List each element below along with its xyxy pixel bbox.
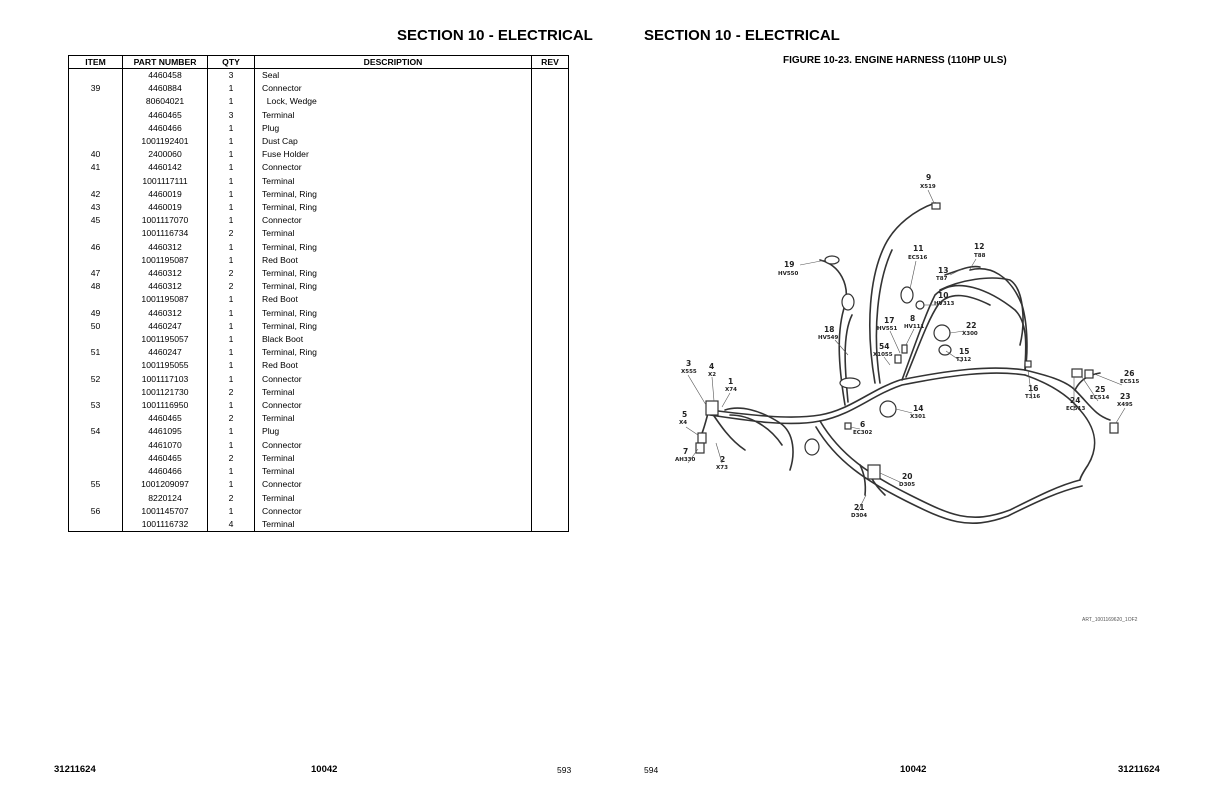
qty-cell: 1 [208, 201, 255, 214]
qty-cell: 2 [208, 227, 255, 240]
table-row [69, 188, 569, 201]
table-row [69, 465, 569, 478]
callout-54-code: X1055 [873, 352, 893, 358]
table-row [69, 161, 569, 174]
description-cell: Red Boot [255, 359, 532, 372]
callout-17-num: 17 [884, 316, 895, 325]
description-cell: Dust Cap [255, 135, 532, 148]
description-cell: Terminal [255, 518, 532, 532]
callout-23-num: 23 [1120, 392, 1131, 401]
header-description: DESCRIPTION [255, 56, 532, 69]
callout-4-code: X2 [708, 372, 717, 378]
qty-cell: 1 [208, 399, 255, 412]
description-cell: Red Boot [255, 254, 532, 267]
item-cell: 43 [69, 201, 123, 214]
callout-9-num: 9 [926, 173, 932, 182]
item-cell: 45 [69, 214, 123, 227]
qty-cell: 1 [208, 425, 255, 438]
description-cell: Terminal, Ring [255, 307, 532, 320]
qty-cell: 1 [208, 333, 255, 346]
rev-cell [532, 214, 569, 227]
qty-cell: 1 [208, 188, 255, 201]
table-row [69, 109, 569, 122]
callout-7-num: 7 [683, 447, 689, 456]
qty-cell: 1 [208, 241, 255, 254]
description-cell: Terminal, Ring [255, 280, 532, 293]
footer-page-number-left: 593 [557, 765, 572, 775]
rev-cell [532, 175, 569, 188]
rev-cell [532, 109, 569, 122]
callout-5-code: X4 [679, 420, 688, 426]
rev-cell [532, 505, 569, 518]
description-cell: Terminal [255, 227, 532, 240]
rev-cell [532, 122, 569, 135]
part-number-cell: 2400060 [123, 148, 208, 161]
table-row [69, 478, 569, 491]
item-cell [69, 386, 123, 399]
parts-table [68, 55, 569, 532]
rev-cell [532, 135, 569, 148]
callout-15-num: 15 [959, 347, 970, 356]
description-cell: Connector [255, 505, 532, 518]
table-row [69, 373, 569, 386]
table-row [69, 241, 569, 254]
item-cell [69, 254, 123, 267]
rev-cell [532, 161, 569, 174]
table-row [69, 307, 569, 320]
table-row [69, 452, 569, 465]
part-number-cell: 8220124 [123, 492, 208, 505]
table-body [69, 69, 569, 532]
footer-code-right: 10042 [900, 764, 927, 775]
item-cell: 51 [69, 346, 123, 359]
callout-3-num: 3 [686, 359, 692, 368]
qty-cell: 1 [208, 175, 255, 188]
item-cell [69, 359, 123, 372]
callout-12-num: 12 [974, 242, 985, 251]
item-cell [69, 412, 123, 425]
rev-cell [532, 386, 569, 399]
description-cell: Connector [255, 399, 532, 412]
callout-1-num: 1 [728, 377, 734, 386]
qty-cell: 1 [208, 439, 255, 452]
callout-20-code: D305 [899, 482, 916, 488]
description-cell: Connector [255, 161, 532, 174]
callout-18-num: 18 [824, 325, 835, 334]
footer-doc-number-left: 31211624 [54, 764, 96, 775]
description-cell: Connector [255, 214, 532, 227]
callout-24-code: EC513 [1066, 406, 1086, 412]
description-cell: Terminal [255, 465, 532, 478]
part-number-cell: 1001192401 [123, 135, 208, 148]
item-cell: 41 [69, 161, 123, 174]
callout-12-code: T88 [974, 253, 986, 259]
callout-2-num: 2 [720, 455, 726, 464]
part-number-cell: 4460142 [123, 161, 208, 174]
qty-cell: 4 [208, 518, 255, 532]
table-row [69, 346, 569, 359]
rev-cell [532, 320, 569, 333]
qty-cell: 2 [208, 412, 255, 425]
callout-15-code: T312 [956, 357, 972, 363]
qty-cell: 3 [208, 69, 255, 83]
qty-cell: 1 [208, 346, 255, 359]
description-cell: Connector [255, 373, 532, 386]
callout-25-code: EC514 [1090, 395, 1110, 401]
part-number-cell: 4460019 [123, 188, 208, 201]
rev-cell [532, 373, 569, 386]
callout-17-code: HV551 [877, 326, 898, 332]
item-cell: 46 [69, 241, 123, 254]
callout-16-num: 16 [1028, 384, 1039, 393]
qty-cell: 1 [208, 465, 255, 478]
qty-cell: 1 [208, 135, 255, 148]
part-number-cell: 4460312 [123, 241, 208, 254]
qty-cell: 1 [208, 478, 255, 491]
callout-18-code: HV549 [818, 335, 839, 341]
table-row [69, 267, 569, 280]
table-row [69, 280, 569, 293]
item-cell: 42 [69, 188, 123, 201]
item-cell: 50 [69, 320, 123, 333]
part-number-cell: 80604021 [123, 95, 208, 108]
qty-cell: 1 [208, 148, 255, 161]
qty-cell: 1 [208, 214, 255, 227]
item-cell: 56 [69, 505, 123, 518]
callout-7-code: AH330 [675, 457, 696, 463]
description-cell: Terminal, Ring [255, 188, 532, 201]
callout-13-code: T87 [936, 276, 948, 282]
rev-cell [532, 518, 569, 532]
description-cell: Lock, Wedge [255, 95, 532, 108]
callout-6-code: EC302 [853, 430, 873, 436]
description-cell: Terminal [255, 492, 532, 505]
rev-cell [532, 478, 569, 491]
rev-cell [532, 69, 569, 83]
footer-page-number-right: 594 [644, 765, 659, 775]
item-cell: 48 [69, 280, 123, 293]
table-row [69, 69, 569, 83]
item-cell [69, 333, 123, 346]
item-cell: 54 [69, 425, 123, 438]
rev-cell [532, 82, 569, 95]
qty-cell: 2 [208, 267, 255, 280]
art-id: ART_1001169620_1OF2 [1082, 617, 1138, 623]
item-cell: 49 [69, 307, 123, 320]
qty-cell: 1 [208, 122, 255, 135]
header-rev: REV [532, 56, 569, 69]
description-cell: Terminal, Ring [255, 267, 532, 280]
table-header-row [69, 56, 569, 69]
table-row [69, 505, 569, 518]
callout-14-code: X301 [910, 414, 926, 420]
callout-21-num: 21 [854, 503, 865, 512]
footer-doc-number-right: 31211624 [1118, 764, 1160, 775]
part-number-cell: 4460019 [123, 201, 208, 214]
callout-13-num: 13 [938, 266, 949, 275]
callout-6-num: 6 [860, 420, 866, 429]
table-row [69, 122, 569, 135]
part-number-cell: 4460312 [123, 280, 208, 293]
table-row [69, 95, 569, 108]
table-row [69, 214, 569, 227]
description-cell: Terminal, Ring [255, 241, 532, 254]
table-row [69, 333, 569, 346]
qty-cell: 2 [208, 386, 255, 399]
part-number-cell: 1001209097 [123, 478, 208, 491]
callout-8-code: HV111 [904, 324, 925, 330]
part-number-cell: 1001145707 [123, 505, 208, 518]
qty-cell: 1 [208, 359, 255, 372]
item-cell [69, 122, 123, 135]
description-cell: Connector [255, 478, 532, 491]
qty-cell: 2 [208, 452, 255, 465]
qty-cell: 1 [208, 95, 255, 108]
callout-5-num: 5 [682, 410, 688, 419]
description-cell: Fuse Holder [255, 148, 532, 161]
callout-2-code: X73 [716, 465, 728, 471]
part-number-cell: 4460247 [123, 346, 208, 359]
description-cell: Plug [255, 425, 532, 438]
rev-cell [532, 333, 569, 346]
callout-16-code: T316 [1025, 394, 1041, 400]
rev-cell [532, 439, 569, 452]
rev-cell [532, 346, 569, 359]
part-number-cell: 4460465 [123, 109, 208, 122]
part-number-cell: 1001116734 [123, 227, 208, 240]
qty-cell: 1 [208, 161, 255, 174]
rev-cell [532, 452, 569, 465]
harness-connectors [696, 203, 1118, 479]
part-number-cell: 4460312 [123, 307, 208, 320]
callout-19-code: HV550 [778, 271, 799, 277]
rev-cell [532, 188, 569, 201]
description-cell: Connector [255, 82, 532, 95]
callout-22-code: X300 [962, 331, 978, 337]
section-title-right: SECTION 10 - ELECTRICAL [644, 27, 840, 44]
table-row [69, 518, 569, 532]
table-row [69, 135, 569, 148]
callout-54-num: 54 [879, 342, 890, 351]
part-number-cell: 1001116732 [123, 518, 208, 532]
rev-cell [532, 293, 569, 306]
qty-cell: 3 [208, 109, 255, 122]
rev-cell [532, 254, 569, 267]
rev-cell [532, 267, 569, 280]
rev-cell [532, 280, 569, 293]
table-row [69, 439, 569, 452]
table-row [69, 399, 569, 412]
part-number-cell: 4460247 [123, 320, 208, 333]
callout-24-num: 24 [1070, 396, 1081, 405]
part-number-cell: 1001195087 [123, 293, 208, 306]
rev-cell [532, 425, 569, 438]
part-number-cell: 4460466 [123, 465, 208, 478]
table-row [69, 386, 569, 399]
part-number-cell: 4461095 [123, 425, 208, 438]
item-cell: 55 [69, 478, 123, 491]
item-cell: 47 [69, 267, 123, 280]
item-cell [69, 95, 123, 108]
callout-1-code: X74 [725, 387, 737, 393]
item-cell [69, 465, 123, 478]
description-cell: Terminal, Ring [255, 320, 532, 333]
item-cell: 52 [69, 373, 123, 386]
table-row [69, 293, 569, 306]
header-item: ITEM [69, 56, 123, 69]
qty-cell: 1 [208, 505, 255, 518]
description-cell: Black Boot [255, 333, 532, 346]
qty-cell: 1 [208, 293, 255, 306]
description-cell: Terminal [255, 109, 532, 122]
qty-cell: 1 [208, 307, 255, 320]
engine-harness-diagram [670, 165, 1150, 545]
callout-20-num: 20 [902, 472, 913, 481]
item-cell [69, 293, 123, 306]
table-row [69, 492, 569, 505]
qty-cell: 2 [208, 492, 255, 505]
callout-26-code: EC515 [1120, 379, 1140, 385]
qty-cell: 2 [208, 280, 255, 293]
description-cell: Terminal [255, 412, 532, 425]
qty-cell: 1 [208, 320, 255, 333]
callout-21-code: D304 [851, 513, 868, 519]
table-row [69, 425, 569, 438]
qty-cell: 1 [208, 82, 255, 95]
qty-cell: 1 [208, 254, 255, 267]
rev-cell [532, 359, 569, 372]
callout-23-code: X495 [1117, 402, 1133, 408]
description-cell: Terminal [255, 175, 532, 188]
rev-cell [532, 465, 569, 478]
table-row [69, 254, 569, 267]
part-number-cell: 1001117103 [123, 373, 208, 386]
callout-8-num: 8 [910, 314, 916, 323]
table-row [69, 320, 569, 333]
item-cell [69, 109, 123, 122]
part-number-cell: 4461070 [123, 439, 208, 452]
part-number-cell: 4460465 [123, 412, 208, 425]
part-number-cell: 4460465 [123, 452, 208, 465]
rev-cell [532, 241, 569, 254]
description-cell: Terminal [255, 386, 532, 399]
header-part-number: PART NUMBER [123, 56, 208, 69]
rev-cell [532, 307, 569, 320]
item-cell [69, 439, 123, 452]
rev-cell [532, 227, 569, 240]
header-qty: QTY [208, 56, 255, 69]
callout-26-num: 26 [1124, 369, 1135, 378]
item-cell [69, 227, 123, 240]
callout-10-num: 10 [938, 291, 949, 300]
section-title-left: SECTION 10 - ELECTRICAL [397, 27, 593, 44]
part-number-cell: 1001121730 [123, 386, 208, 399]
part-number-cell: 1001117070 [123, 214, 208, 227]
table-row [69, 359, 569, 372]
callout-3-code: X555 [681, 369, 697, 375]
description-cell: Terminal, Ring [255, 201, 532, 214]
item-cell: 39 [69, 82, 123, 95]
part-number-cell: 1001195055 [123, 359, 208, 372]
part-number-cell: 1001116950 [123, 399, 208, 412]
rev-cell [532, 492, 569, 505]
table-row [69, 175, 569, 188]
part-number-cell: 4460312 [123, 267, 208, 280]
part-number-cell: 1001117111 [123, 175, 208, 188]
table-row [69, 148, 569, 161]
callout-11-num: 11 [913, 244, 924, 253]
table-row [69, 412, 569, 425]
rev-cell [532, 201, 569, 214]
description-cell: Seal [255, 69, 532, 83]
rev-cell [532, 399, 569, 412]
item-cell: 53 [69, 399, 123, 412]
callout-4-num: 4 [709, 362, 715, 371]
rev-cell [532, 148, 569, 161]
item-cell [69, 135, 123, 148]
callout-25-num: 25 [1095, 385, 1106, 394]
item-cell [69, 69, 123, 83]
description-cell: Terminal, Ring [255, 346, 532, 359]
description-cell: Connector [255, 439, 532, 452]
item-cell [69, 452, 123, 465]
table-row [69, 201, 569, 214]
callout-11-code: EC516 [908, 255, 928, 261]
item-cell [69, 518, 123, 532]
part-number-cell: 4460884 [123, 82, 208, 95]
part-number-cell: 1001195087 [123, 254, 208, 267]
part-number-cell: 4460458 [123, 69, 208, 83]
footer-code-left: 10042 [311, 764, 338, 775]
table-row [69, 227, 569, 240]
rev-cell [532, 95, 569, 108]
item-cell [69, 492, 123, 505]
item-cell: 40 [69, 148, 123, 161]
callout-14-num: 14 [913, 404, 924, 413]
callout-19-num: 19 [784, 260, 795, 269]
description-cell: Red Boot [255, 293, 532, 306]
callout-10-code: HV313 [934, 301, 955, 307]
qty-cell: 1 [208, 373, 255, 386]
callout-22-num: 22 [966, 321, 977, 330]
description-cell: Terminal [255, 452, 532, 465]
part-number-cell: 1001195057 [123, 333, 208, 346]
rev-cell [532, 412, 569, 425]
figure-title: FIGURE 10-23. ENGINE HARNESS (110HP ULS) [783, 55, 1007, 66]
description-cell: Plug [255, 122, 532, 135]
part-number-cell: 4460466 [123, 122, 208, 135]
callout-9-code: X519 [920, 184, 936, 190]
item-cell [69, 175, 123, 188]
table-row [69, 82, 569, 95]
